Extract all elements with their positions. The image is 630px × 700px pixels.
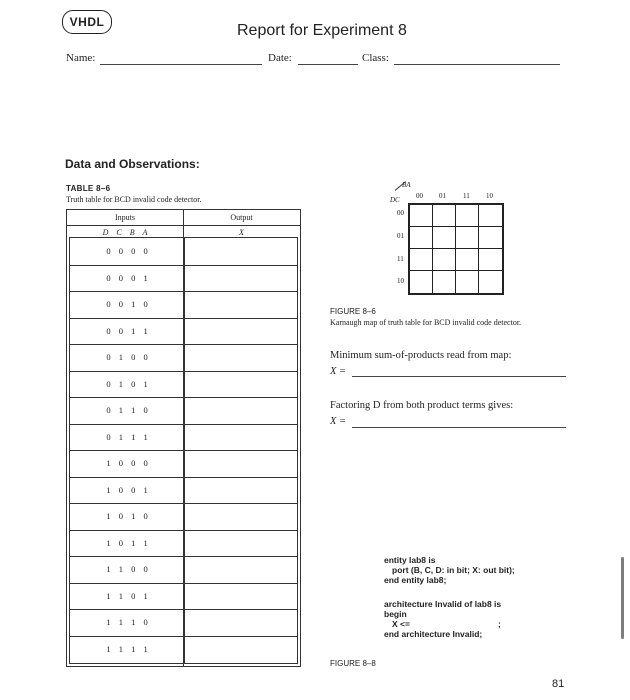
kmap-cell[interactable] bbox=[410, 227, 433, 249]
class-label: Class: bbox=[362, 52, 389, 64]
table-row bbox=[70, 556, 297, 584]
table-row bbox=[70, 636, 297, 663]
table-row bbox=[70, 371, 297, 399]
row-bits: 1 1 1 1 bbox=[106, 643, 148, 654]
kmap-col-var: BA bbox=[402, 181, 411, 189]
kmap-cell[interactable] bbox=[479, 205, 502, 227]
factoring-question: Factoring D from both product terms gives: bbox=[330, 400, 514, 411]
table-label: TABLE 8–6 bbox=[66, 184, 111, 193]
truth-table-body bbox=[69, 237, 298, 664]
row-bits: 1 0 0 1 bbox=[106, 484, 148, 495]
table-row bbox=[70, 424, 297, 452]
kmap-cell[interactable] bbox=[433, 271, 456, 293]
table-row bbox=[70, 318, 297, 346]
kmap-col-label: 10 bbox=[486, 192, 493, 200]
min-sop-answer-line[interactable] bbox=[352, 376, 566, 377]
date-line bbox=[298, 64, 358, 65]
row-bits: 0 0 1 0 bbox=[106, 299, 148, 309]
name-line bbox=[100, 64, 262, 65]
kmap-cell[interactable] bbox=[479, 249, 502, 271]
kmap-row-var: DC bbox=[390, 196, 400, 204]
table-row bbox=[70, 530, 297, 558]
kmap-cell[interactable] bbox=[479, 227, 502, 249]
inputs-header: Inputs bbox=[115, 213, 135, 222]
table-row bbox=[70, 609, 297, 637]
table-row bbox=[70, 238, 297, 266]
kmap-cell[interactable] bbox=[456, 271, 479, 293]
kmap-cell[interactable] bbox=[456, 227, 479, 249]
row-bits: 1 0 1 0 bbox=[106, 511, 148, 521]
code-line: entity lab8 is bbox=[384, 555, 436, 565]
kmap-col-label: 00 bbox=[416, 192, 423, 200]
table-caption: Truth table for BCD invalid code detector. bbox=[66, 195, 202, 204]
min-sop-question: Minimum sum-of-products read from map: bbox=[330, 350, 512, 361]
scrollbar[interactable] bbox=[621, 557, 624, 639]
vars-header: D C B A bbox=[102, 228, 148, 237]
row-bits: 1 0 1 1 bbox=[106, 537, 148, 548]
output-header: Output bbox=[230, 213, 253, 222]
section-heading: Data and Observations: bbox=[65, 157, 200, 171]
row-bits: 0 0 1 1 bbox=[106, 325, 148, 336]
row-bits: 0 1 0 1 bbox=[106, 378, 148, 389]
vhdl-badge: VHDL bbox=[62, 10, 112, 34]
figure-8-6-caption: Karnaugh map of truth table for BCD invalid code detector. bbox=[330, 318, 522, 327]
kmap-grid bbox=[408, 203, 504, 295]
kmap-cell[interactable] bbox=[433, 249, 456, 271]
table-row bbox=[70, 397, 297, 425]
row-bits: 0 1 1 0 bbox=[106, 405, 148, 415]
kmap-row-label: 10 bbox=[397, 277, 404, 285]
x-equals-label: X = bbox=[330, 416, 347, 427]
figure-8-8-label: FIGURE 8–8 bbox=[330, 659, 376, 668]
code-line: end entity lab8; bbox=[384, 575, 447, 585]
code-line: port (B, C, D: in bit; X: out bit); bbox=[392, 565, 515, 575]
table-row bbox=[70, 583, 297, 611]
kmap-col-label: 01 bbox=[439, 192, 446, 200]
row-bits: 1 1 0 1 bbox=[106, 590, 148, 601]
row-bits: 1 1 0 0 bbox=[106, 564, 148, 574]
code-line: architecture Invalid of lab8 is bbox=[384, 599, 502, 609]
output-var-header: X bbox=[239, 228, 244, 237]
truth-table bbox=[66, 209, 301, 667]
code-line-end: ; bbox=[498, 619, 501, 629]
code-line: end architecture Invalid; bbox=[384, 629, 483, 639]
kmap-cell[interactable] bbox=[410, 271, 433, 293]
table-row bbox=[70, 265, 297, 293]
kmap-cell[interactable] bbox=[433, 227, 456, 249]
kmap-cell[interactable] bbox=[456, 205, 479, 227]
row-bits: 1 1 1 0 bbox=[106, 617, 148, 627]
kmap-row-label: 11 bbox=[397, 255, 404, 263]
kmap-cell[interactable] bbox=[456, 249, 479, 271]
class-line bbox=[394, 64, 560, 65]
code-line: X <= bbox=[392, 619, 410, 629]
factoring-answer-line[interactable] bbox=[352, 427, 566, 428]
table-row bbox=[70, 291, 297, 319]
table-row bbox=[70, 477, 297, 505]
code-line: begin bbox=[384, 609, 407, 619]
kmap-cell[interactable] bbox=[433, 205, 456, 227]
table-row bbox=[70, 450, 297, 478]
name-label: Name: bbox=[66, 52, 96, 64]
kmap-cell[interactable] bbox=[410, 249, 433, 271]
kmap-row-label: 01 bbox=[397, 232, 404, 240]
kmap-row-label: 00 bbox=[397, 209, 404, 217]
page-number: 81 bbox=[552, 678, 565, 690]
table-row bbox=[70, 344, 297, 372]
row-bits: 0 1 1 1 bbox=[106, 431, 148, 442]
kmap-cell[interactable] bbox=[479, 271, 502, 293]
row-bits: 1 0 0 0 bbox=[106, 458, 148, 468]
report-title: Report for Experiment 8 bbox=[237, 22, 407, 39]
figure-8-6-label: FIGURE 8–6 bbox=[330, 307, 376, 316]
row-bits: 0 1 0 0 bbox=[106, 352, 148, 362]
row-bits: 0 0 0 1 bbox=[106, 272, 148, 283]
row-bits: 0 0 0 0 bbox=[106, 246, 148, 256]
table-row bbox=[70, 503, 297, 531]
date-label: Date: bbox=[268, 52, 292, 64]
kmap-cell[interactable] bbox=[410, 205, 433, 227]
kmap-col-label: 11 bbox=[463, 192, 470, 200]
x-equals-label: X = bbox=[330, 366, 347, 377]
